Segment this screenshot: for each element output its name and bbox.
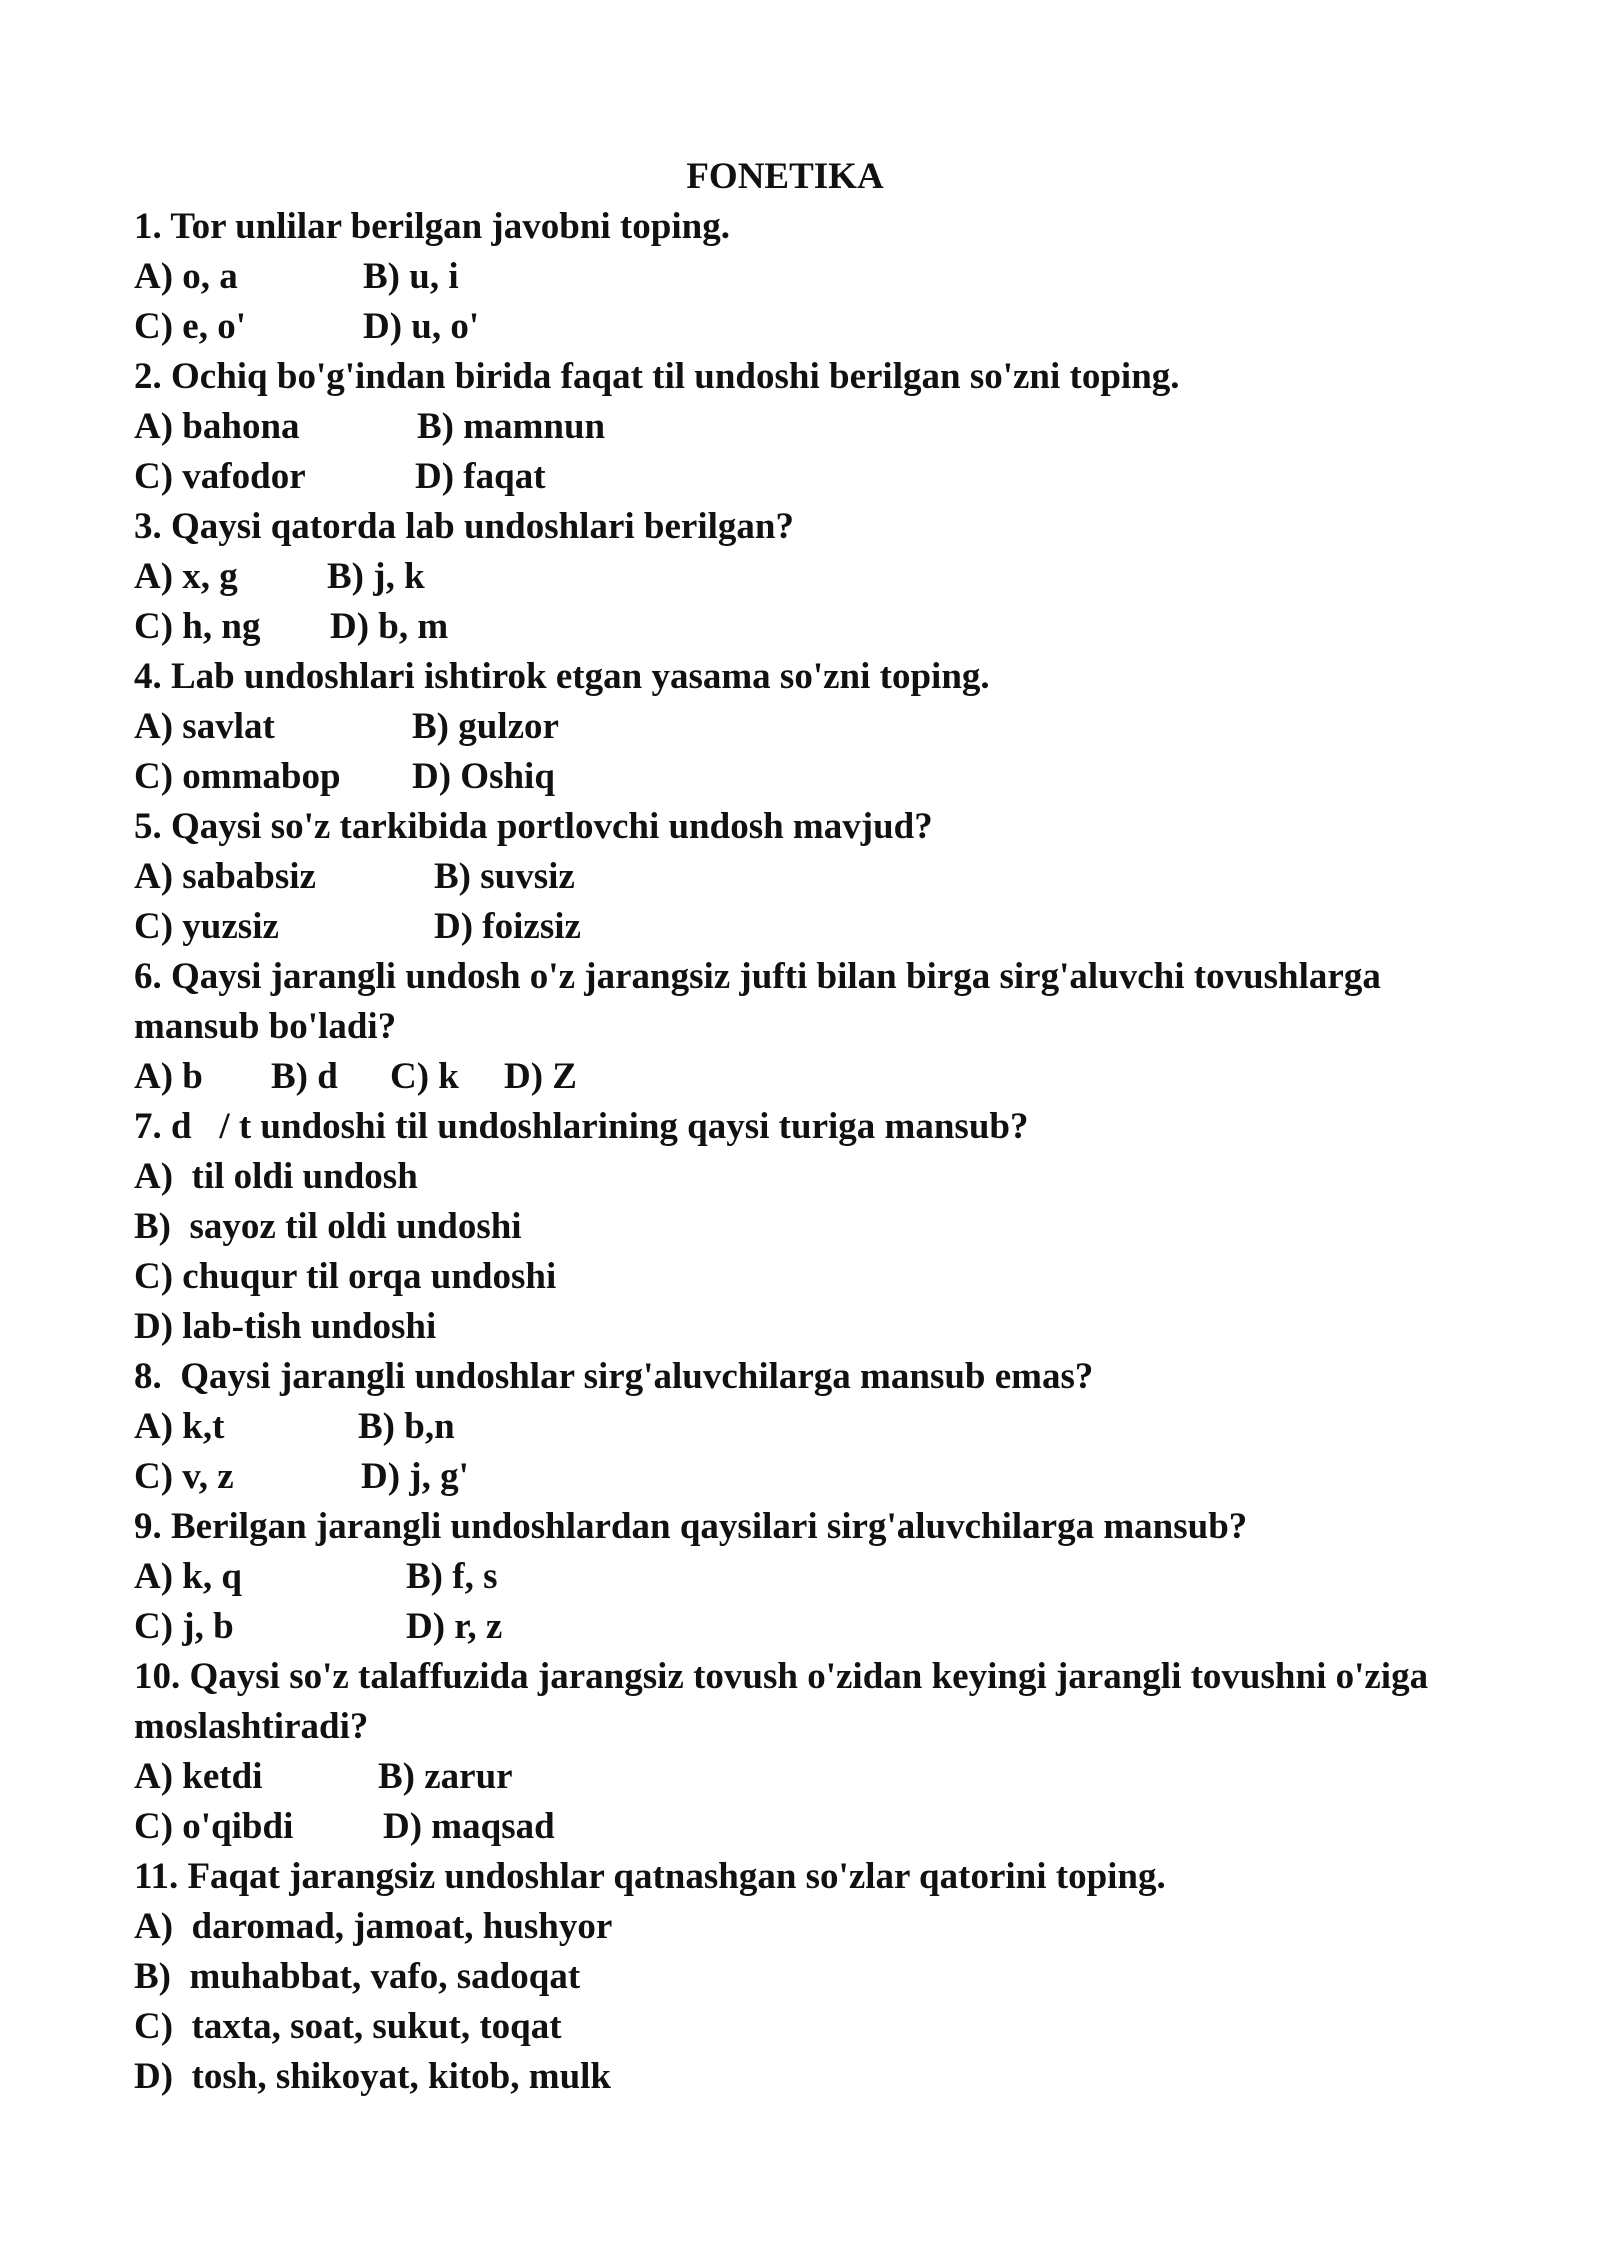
q3-option-b: B) j, k — [327, 556, 425, 597]
q9-option-d: D) r, z — [406, 1606, 503, 1647]
q9-option-b: B) f, s — [406, 1556, 498, 1597]
question-9: 9. Berilgan jarangli undoshlardan qaysilari sirg'aluvchilarga mansub? — [134, 1506, 1248, 1547]
q5-option-d: D) foizsiz — [434, 906, 581, 947]
question-4: 4. Lab undoshlari ishtirok etgan yasama so'zni toping. — [134, 656, 990, 697]
q3-option-a: A) x, g — [134, 556, 238, 597]
q5-option-a: A) sababsiz — [134, 856, 316, 897]
question-7: 7. d / t undoshi til undoshlarining qaysi turiga mansub? — [134, 1106, 1029, 1147]
q4-option-a: A) savlat — [134, 706, 275, 747]
q6-option-b: B) d — [271, 1056, 338, 1097]
q10-option-d: D) maqsad — [383, 1806, 555, 1847]
q1-option-c: C) e, o' — [134, 306, 246, 347]
q3-option-d: D) b, m — [330, 606, 449, 647]
question-3: 3. Qaysi qatorda lab undoshlari berilgan? — [134, 506, 794, 547]
q1-option-a: A) o, a — [134, 256, 238, 297]
q11-option-d: D) tosh, shikoyat, kitob, mulk — [134, 2056, 612, 2097]
q11-option-b: B) muhabbat, vafo, sadoqat — [134, 1956, 581, 1997]
q2-option-b: B) mamnun — [417, 406, 606, 447]
q11-option-a: A) daromad, jamoat, hushyor — [134, 1906, 613, 1947]
q8-option-b: B) b,n — [358, 1406, 455, 1447]
question-11: 11. Faqat jarangsiz undoshlar qatnashgan so'zlar qatorini toping. — [134, 1856, 1166, 1897]
question-6-line-1: 6. Qaysi jarangli undosh o'z jarangsiz jufti bilan birga sirg'aluvchi tovushlarga — [134, 956, 1381, 997]
q10-option-b: B) zarur — [378, 1756, 513, 1797]
question-8: 8. Qaysi jarangli undoshlar sirg'aluvchilarga mansub emas? — [134, 1356, 1094, 1397]
q5-option-c: C) yuzsiz — [134, 906, 279, 947]
q8-option-d: D) j, g' — [361, 1456, 469, 1497]
q10-option-a: A) ketdi — [134, 1756, 263, 1797]
question-6-line-2: mansub bo'ladi? — [134, 1006, 397, 1047]
q10-option-c: C) o'qibdi — [134, 1806, 294, 1847]
q1-option-d: D) u, o' — [363, 306, 480, 347]
q9-option-a: A) k, q — [134, 1556, 242, 1597]
q3-option-c: C) h, ng — [134, 606, 261, 647]
q4-option-c: C) ommabop — [134, 756, 341, 797]
q2-option-d: D) faqat — [415, 456, 546, 497]
question-5: 5. Qaysi so'z tarkibida portlovchi undosh mavjud? — [134, 806, 933, 847]
q1-option-b: B) u, i — [363, 256, 459, 297]
q7-option-c: C) chuqur til orqa undoshi — [134, 1256, 557, 1297]
q7-option-d: D) lab-tish undoshi — [134, 1306, 437, 1347]
q6-option-c: C) k — [390, 1056, 459, 1097]
question-10-line-1: 10. Qaysi so'z talaffuzida jarangsiz tovush o'zidan keyingi jarangli tovushni o'ziga — [134, 1656, 1429, 1697]
question-10-line-2: moslashtiradi? — [134, 1706, 369, 1747]
q4-option-d: D) Oshiq — [412, 756, 555, 797]
q7-option-b: B) sayoz til oldi undoshi — [134, 1206, 522, 1247]
q8-option-c: C) v, z — [134, 1456, 234, 1497]
question-2: 2. Ochiq bo'g'indan birida faqat til undoshi berilgan so'zni toping. — [134, 356, 1180, 397]
q6-option-d: D) Z — [504, 1056, 577, 1097]
q6-option-a: A) b — [134, 1056, 203, 1097]
q2-option-a: A) bahona — [134, 406, 300, 447]
q7-option-a: A) til oldi undosh — [134, 1156, 418, 1197]
q5-option-b: B) suvsiz — [434, 856, 575, 897]
page-title: FONETIKA — [686, 156, 884, 197]
q8-option-a: A) k,t — [134, 1406, 225, 1447]
q11-option-c: C) taxta, soat, sukut, toqat — [134, 2006, 562, 2047]
q9-option-c: C) j, b — [134, 1606, 234, 1647]
q4-option-b: B) gulzor — [412, 706, 559, 747]
q2-option-c: C) vafodor — [134, 456, 306, 497]
question-1: 1. Tor unlilar berilgan javobni toping. — [134, 206, 730, 247]
